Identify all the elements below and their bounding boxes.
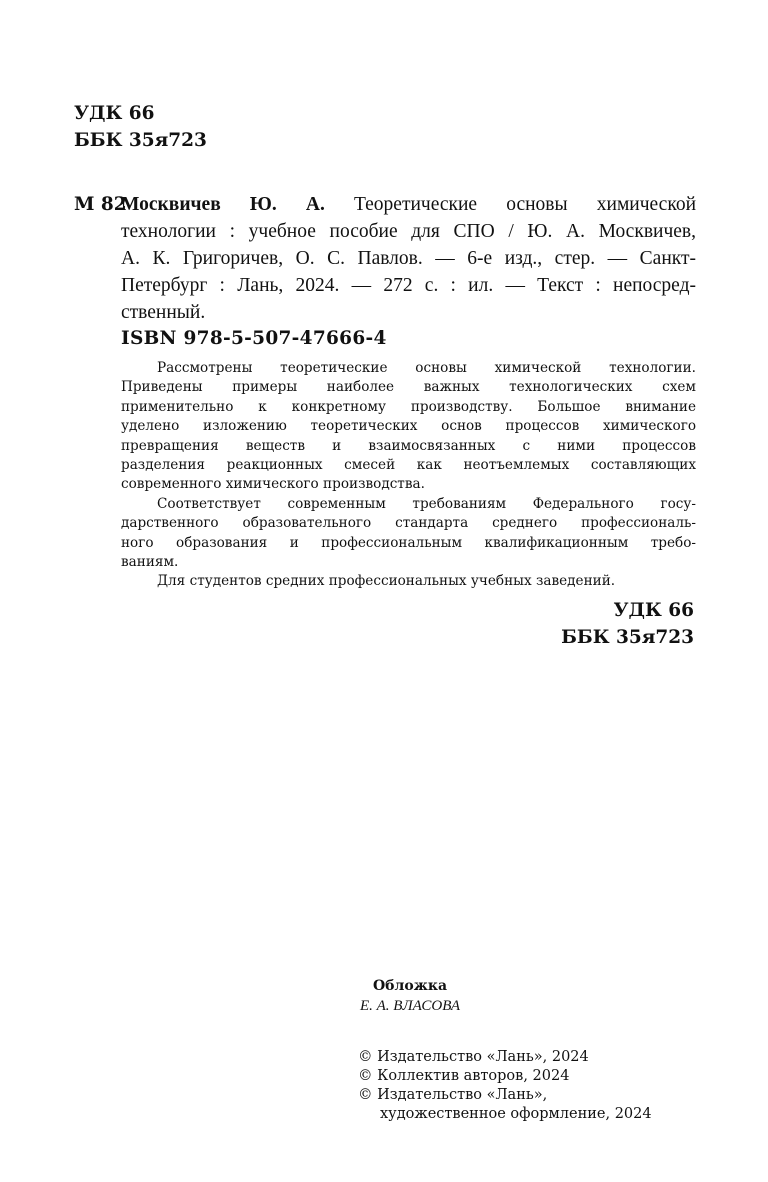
abstract-line: Рассмотрены теоретические основы химической технологии. — [157, 360, 696, 376]
udk-code: УДК 66 — [613, 600, 694, 621]
classification-top — [74, 100, 207, 154]
abstract-line: ваниям. — [121, 553, 179, 570]
copyright-block — [358, 1048, 652, 1124]
cover-credit — [300, 976, 520, 1016]
copyright-line: © Издательство «Лань», — [358, 1087, 548, 1103]
bibliographic-text: Теоретические основы химической — [353, 194, 696, 215]
abstract-line: ного образования и профессиональным квалификационным требо- — [121, 534, 696, 551]
cutter-number: М 82 — [74, 194, 127, 215]
abstract-line: Приведены примеры наиболее важных технологических схем — [121, 379, 696, 396]
copyright-line: художественное оформление, 2024 — [380, 1106, 652, 1122]
abstract-line: применительно к конкретному производству. Большое внимание — [121, 398, 696, 415]
abstract — [121, 359, 696, 592]
author-name: Москвичев Ю. А. — [121, 194, 325, 215]
abstract-line: превращения веществ и взаимосвязанных с ними процессов — [121, 437, 696, 454]
abstract-line: уделено изложению теоретических основ процессов химического — [121, 418, 696, 435]
bibliographic-line: технологии : учебное пособие для СПО / Ю. А. Москвичев, — [121, 221, 696, 242]
abstract-line: современного химического производства. — [121, 476, 425, 493]
bbk-code: ББК 35я723 — [561, 627, 694, 648]
bibliographic-line: Петербург : Лань, 2024. — 272 с. : ил. — Текст : непосред- — [121, 275, 696, 296]
classification-bottom — [500, 597, 694, 651]
copyright-line: © Издательство «Лань», 2024 — [358, 1049, 589, 1065]
abstract-line: Для студентов средних профессиональных учебных заведений. — [157, 573, 616, 590]
copyright-line: © Коллектив авторов, 2024 — [358, 1068, 570, 1084]
abstract-line: разделения реакционных смесей как неотъемлемых составляющих — [121, 456, 696, 473]
udk-code: УДК 66 — [74, 103, 155, 124]
bibliographic-entry — [121, 191, 696, 326]
cover-label: Обложка — [372, 978, 448, 994]
bibliographic-line: ственный. — [121, 302, 206, 323]
bbk-code: ББК 35я723 — [74, 130, 207, 151]
bibliographic-line: А. К. Григоричев, О. С. Павлов. — 6-е изд., стер. — Санкт- — [121, 248, 696, 269]
bibliographic-line — [121, 191, 696, 218]
abstract-line: Соответствует современным требованиям Федерального госу- — [157, 495, 696, 512]
isbn: ISBN 978-5-507-47666-4 — [121, 328, 387, 349]
cover-artist: Е. А. ВЛАСОВА — [359, 998, 461, 1014]
abstract-line: дарственного образовательного стандарта среднего профессиональ- — [121, 515, 696, 532]
